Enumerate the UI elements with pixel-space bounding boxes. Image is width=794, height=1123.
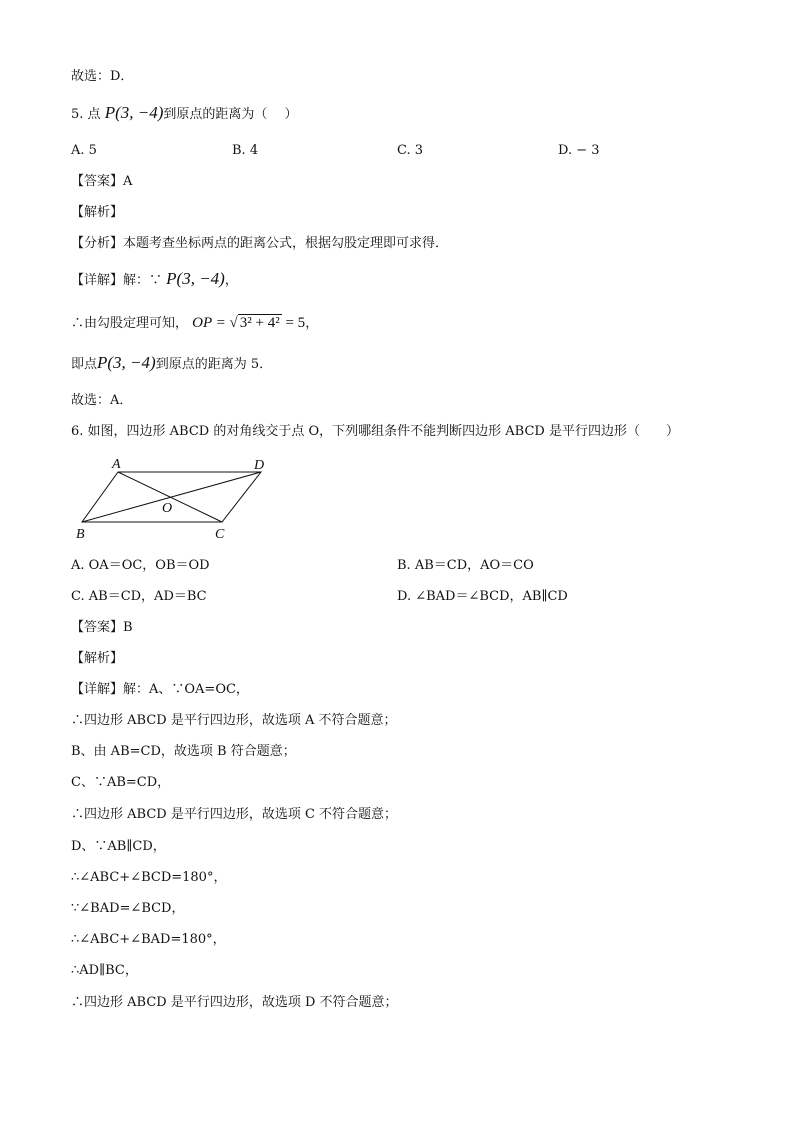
q6-solution-line-8: ∵∠BAD=∠BCD，	[71, 901, 185, 916]
q5-answer: 【答案】A	[71, 174, 133, 189]
q5-detail-suffix: ，	[224, 273, 238, 288]
q6-option-b: B. AB＝CD，AO＝CO	[397, 558, 534, 573]
q5-step1-rhs: = 5	[281, 315, 306, 331]
q5-point: P(3, −4)	[104, 103, 164, 122]
q6-option-c: C. AB＝CD，AD＝BC	[71, 589, 207, 604]
q5-step2-prefix: 即点	[71, 357, 98, 372]
q6-solution-line-1: 【详解】解：A、∵OA=OC，	[71, 682, 249, 697]
vertex-label-d: D	[254, 458, 265, 473]
q5-step1-radicand: 3² + 4²	[239, 315, 280, 331]
q5-step2-point: P(3, −4)	[97, 353, 156, 372]
q6-solution-line-3: B、由 AB=CD，故选项 B 符合题意；	[71, 744, 296, 759]
q5-analysis-head: 【解析】	[71, 205, 124, 220]
q5-analysis: 【分析】本题考查坐标两点的距离公式，根据勾股定理即可求得．	[71, 236, 449, 251]
q6-solution-line-2: ∴四边形 ABCD 是平行四边形，故选项 A 不符合题意；	[71, 713, 397, 728]
q6-solution-line-4: C、∵AB=CD，	[71, 775, 171, 790]
q5-step1-suffix: ，	[305, 316, 319, 331]
sqrt-icon: √	[229, 315, 238, 331]
vertex-label-c: C	[215, 527, 225, 542]
parallelogram-figure	[71, 452, 281, 544]
q5-detail-point: P(3, −4)	[166, 269, 225, 288]
q6-analysis-head: 【解析】	[71, 651, 124, 666]
q6-solution-line-6: D、∵AB∥CD，	[71, 839, 166, 854]
q5-stem	[71, 104, 298, 124]
q6-solution-line-10: ∴AD∥BC，	[71, 963, 138, 978]
q6-solution-line-7: ∴∠ABC+∠BCD=180°，	[71, 870, 227, 885]
center-label-o: O	[162, 501, 173, 516]
q5-option-c: C. 3	[397, 143, 424, 158]
vertex-label-b: B	[76, 527, 85, 542]
vertex-label-a: A	[112, 457, 121, 472]
q5-conclusion: 故选：A．	[71, 393, 133, 408]
q6-solution-line-11: ∴四边形 ABCD 是平行四边形，故选项 D 不符合题意；	[71, 995, 398, 1010]
q6-option-a: A. OA＝OC，OB＝OD	[71, 558, 210, 573]
q5-detail-prefix: 【详解】解：∵	[71, 273, 163, 288]
q6-solution-line-5: ∴四边形 ABCD 是平行四边形，故选项 C 不符合题意；	[71, 807, 398, 822]
intro-conclusion: 故选：D．	[71, 69, 134, 84]
q5-option-d: D. − 3	[558, 143, 600, 158]
q5-step1-lhs: OP =	[192, 315, 230, 331]
q6-stem: 6. 如图，四边形 ABCD 的对角线交于点 O，下列哪组条件不能判断四边形 ABCD 是平行四边形（ ）	[71, 424, 679, 439]
q5-step2	[71, 354, 272, 374]
q5-step2-suffix: 到原点的距离为 5．	[155, 357, 273, 372]
q5-stem-tail: 到原点的距离为（ ）	[163, 107, 298, 122]
q5-number: 5. 点	[71, 107, 101, 122]
q5-step1-prefix: ∴由勾股定理可知，	[71, 316, 189, 331]
q6-option-d: D. ∠BAD＝∠BCD，AB∥CD	[397, 589, 568, 604]
q5-detail	[71, 270, 238, 290]
q5-option-a: A. 5	[71, 143, 97, 158]
q5-option-b: B. 4	[232, 143, 259, 158]
q6-solution-line-9: ∴∠ABC+∠BAD=180°，	[71, 932, 226, 947]
q6-answer: 【答案】B	[71, 620, 133, 635]
q5-step1	[71, 314, 318, 333]
